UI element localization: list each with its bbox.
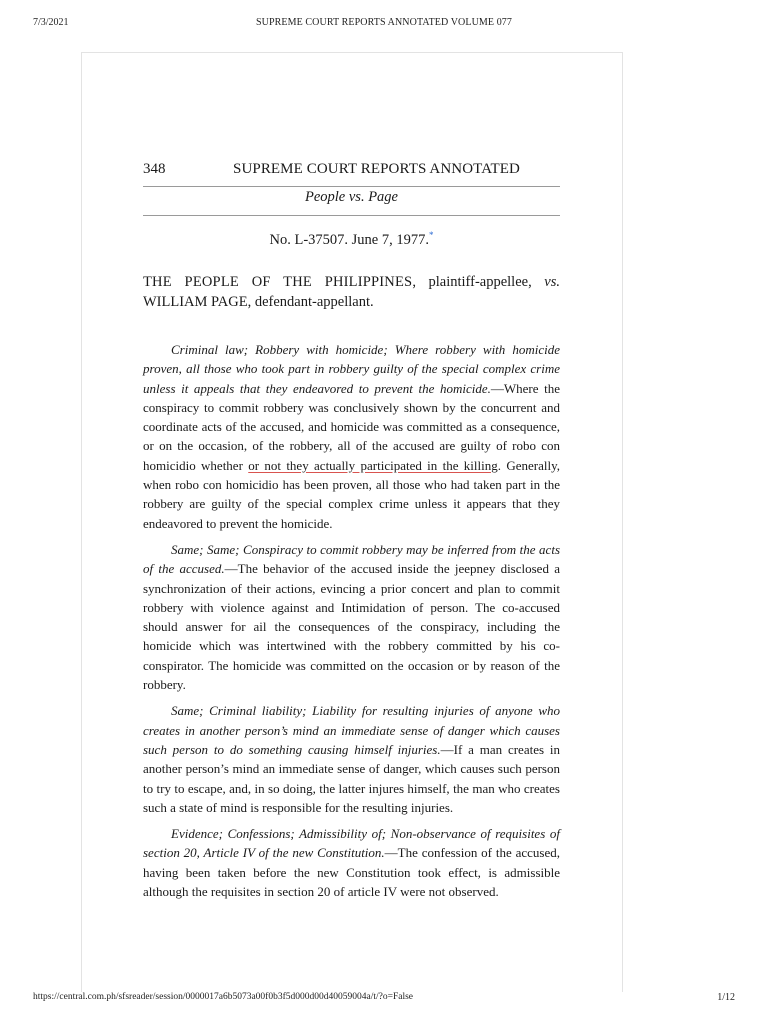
syllabus-body: . Generally, when robo con homicidio has been proven, all those who had taken part in the robbery are guilty of the special complex crime unless it appears that they endeavored to prevent the homicide. [143,457,560,531]
print-url: https://central.com.ph/sfsreader/session/0000017a6b5073a00f0b3f5d000d00d40059004a/t/?o=False [33,992,414,1002]
syllabus-paragraph [143,701,560,817]
reporter-title: SUPREME COURT REPORTS ANNOTATED [233,161,520,177]
header-rule-bottom [143,215,560,216]
syllabus [143,340,560,908]
syllabus-heading: Same; Same; Conspiracy to commit robbery may be inferred from the acts of the accused. [143,541,560,577]
running-header [143,160,560,182]
page-number: 348 [143,161,166,177]
syllabus-body: —If a man creates in another person’s mind an immediate sense of danger, which causes such person to try to escape, and, in so doing, the latter injures himself, the man who creates such a state of mind is responsible for the resulting injuries. [143,741,560,815]
case-parties [143,272,560,312]
case-number-date: No. L-37507. June 7, 1977. [269,232,429,248]
case-title: People vs. Page [304,189,398,205]
syllabus-heading: Criminal law; Robbery with homicide; Where robbery with homicide proven, all those who took part in robbery guilty of the special complex crime unless it appeals that they endeavored to prevent the homicide. [143,342,560,396]
plaintiff-name: THE PEOPLE OF THE PHILIPPINES [143,274,413,290]
spellcheck-underlined-text: or not they actually participated in the killing [248,457,498,473]
syllabus-heading: Same; Criminal liability; Liability for resulting injuries of anyone who creates in another person’s mind an immediate sense of danger which causes such person to do something causing himself injuries. [143,703,560,757]
syllabus-paragraph [143,824,560,901]
syllabus-heading: Evidence; Confessions; Admissibility of; Non-observance of requisites of section 20, Article IV of the new Constitution. [143,826,560,861]
footnote-link[interactable]: * [429,230,434,241]
defendant-name: WILLIAM PAGE [143,294,248,310]
syllabus-body: —Where the conspiracy to commit robbery was conclusively shown by the concurrent and coordinate acts of the accused, and homicide was committed as a consequence, or on the occasion, of the robbery, all of the accused are guilty of robo con homicidio whether [143,380,560,473]
syllabus-paragraph [143,540,560,694]
print-title: SUPREME COURT REPORTS ANNOTATED VOLUME 077 [255,17,513,28]
plaintiff-role: , plaintiff-appellee, [412,274,545,290]
syllabus-body: —The confession of the accused, having been taken before the new Constitution took effect, is admissible although the requisites in section 20 of article IV were not observed. [143,845,560,900]
defendant-role: , defendant-appellant. [247,294,374,310]
versus: vs. [544,274,560,290]
case-number [143,230,560,250]
syllabus-paragraph [143,340,560,533]
syllabus-body: —The behavior of the accused inside the jeepney disclosed a synchronization of their actions, evincing a prior concert and plan to commit robbery with violence against and Intimidation of person. The co-accused should answer for ail the consequences of the conspiracy, including the homicide which was intertwined with the robbery committed by his co-conspirator. The homicide was committed on the occasion or by reason of the robbery. [143,561,560,693]
print-page-count: 1/12 [717,992,735,1003]
print-date: 7/3/2021 [33,17,69,28]
